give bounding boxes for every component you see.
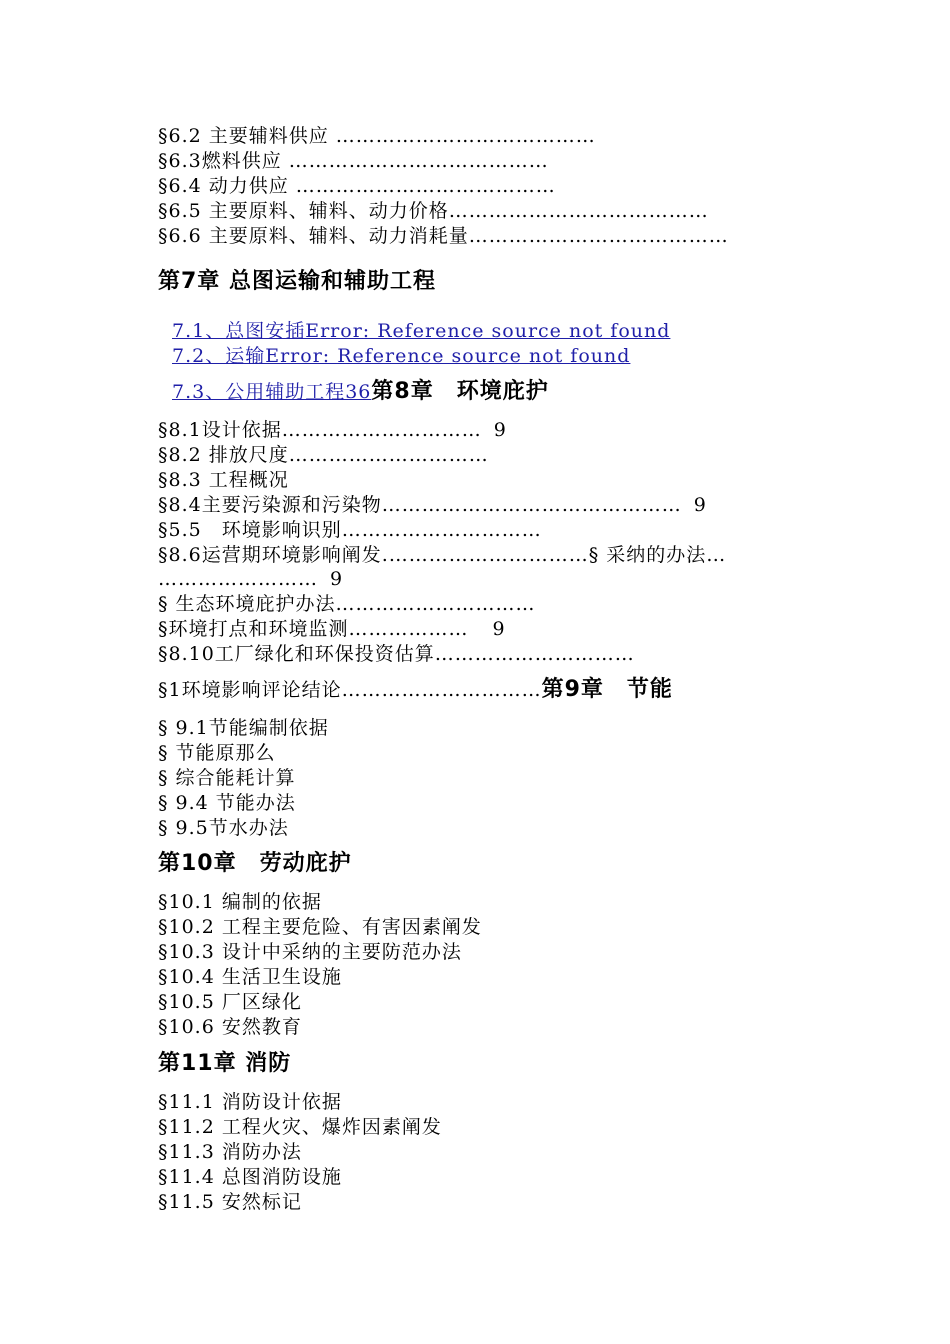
chapter-8-heading: 第8章 环境庇护 (371, 379, 549, 404)
toc-entry-9-4[interactable]: § 9.4 节能办法 (158, 792, 296, 814)
toc-entry-11-5[interactable]: §11.5 安然标记 (158, 1191, 302, 1213)
toc-entry-8-4[interactable] (158, 493, 707, 517)
toc-entry-11-1[interactable]: §11.1 消防设计依据 (158, 1091, 342, 1113)
toc-entry-text: §5.5 环境影响识别………………………… (158, 519, 542, 541)
toc-link-7-3-row[interactable] (172, 380, 549, 404)
toc-entry-6-6[interactable]: §6.6 主要原料、辅料、动力消耗量………………………………… (158, 225, 729, 247)
toc-entry-8-8[interactable] (158, 617, 506, 641)
toc-entry-8-7[interactable] (158, 592, 536, 616)
toc-link-7-1[interactable]: 7.1、总图安插Error: Reference source not found (172, 320, 671, 342)
toc-entry-9-1[interactable]: § 9.1节能编制依据 (158, 717, 329, 739)
toc-page-number: 9 (493, 419, 507, 441)
toc-entry-10-1[interactable]: §10.1 编制的依据 (158, 891, 322, 913)
toc-entry-conclusion-row[interactable] (158, 678, 673, 702)
toc-link-7-2[interactable]: 7.2、运输Error: Reference source not found (172, 345, 631, 367)
toc-entry-8-10[interactable] (158, 642, 635, 666)
toc-entry-text: §环境打点和环境监测……………… (158, 618, 469, 640)
toc-entry-6-5[interactable]: §6.5 主要原料、辅料、动力价格………………………………… (158, 200, 709, 222)
toc-entry-11-4[interactable]: §11.4 总图消防设施 (158, 1166, 342, 1188)
chapter-7-heading: 第7章 总图运输和辅助工程 (158, 269, 436, 294)
toc-entry-9-3[interactable]: § 综合能耗计算 (158, 767, 296, 789)
toc-page-number: 9 (330, 568, 344, 590)
toc-entry-6-3[interactable]: §6.3燃料供应 ………………………………… (158, 150, 549, 172)
toc-entry-text: §8.3 工程概况 (158, 469, 289, 491)
toc-entry-10-5[interactable]: §10.5 厂区绿化 (158, 991, 302, 1013)
toc-entry-text: §8.2 排放尺度………………………… (158, 444, 489, 466)
chapter-11-heading: 第11章 消防 (158, 1051, 292, 1076)
toc-entry-8-6[interactable] (158, 543, 726, 567)
toc-link-7-3[interactable]: 7.3、公用辅助工程36 (172, 381, 372, 403)
toc-page-number: 9 (693, 494, 707, 516)
toc-entry-10-4[interactable]: §10.4 生活卫生设施 (158, 966, 342, 988)
toc-entry-9-2[interactable]: § 节能原那么 (158, 742, 276, 764)
toc-entry-8-3[interactable] (158, 468, 289, 492)
toc-page-number: 9 (492, 618, 506, 640)
toc-entry-10-3[interactable]: §10.3 设计中采纳的主要防范办法 (158, 941, 462, 963)
toc-entry-text: §8.6运营期环境影响阐发.…………………………§ 采纳的办法… (158, 544, 727, 566)
toc-entry-9-5[interactable]: § 9.5节水办法 (158, 817, 289, 839)
toc-entry-8-2[interactable] (158, 443, 489, 467)
toc-entry-11-3[interactable]: §11.3 消防办法 (158, 1141, 302, 1163)
toc-entry-5-5[interactable] (158, 518, 542, 542)
toc-entry-8-1[interactable] (158, 418, 507, 442)
toc-entry-text: § 生态环境庇护办法………………………… (158, 593, 536, 615)
toc-entry-10-6[interactable]: §10.6 安然教育 (158, 1016, 302, 1038)
toc-entry-text: §8.10工厂绿化和环保投资估算………………………… (158, 643, 635, 665)
chapter-10-heading: 第10章 劳动庇护 (158, 851, 352, 876)
chapter-9-heading: 第9章 节能 (541, 677, 673, 702)
toc-entry-conclusion[interactable]: §1环境影响评论结论………………………… (158, 679, 542, 701)
toc-entry-11-2[interactable]: §11.2 工程火灾、爆炸因素阐发 (158, 1116, 442, 1138)
toc-entry-text: §8.1设计依据………………………… (158, 419, 482, 441)
toc-entry-10-2[interactable]: §10.2 工程主要危险、有害因素阐发 (158, 916, 482, 938)
toc-entry-6-4[interactable]: §6.4 动力供应 ………………………………… (158, 175, 556, 197)
toc-entry-8-6-cont[interactable] (158, 567, 343, 591)
toc-entry-text: §8.4主要污染源和污染物……………………………………… (158, 494, 682, 516)
toc-entry-6-2[interactable]: §6.2 主要辅料供应 ………………………………… (158, 125, 596, 147)
toc-entry-text: …………………… (158, 568, 318, 590)
